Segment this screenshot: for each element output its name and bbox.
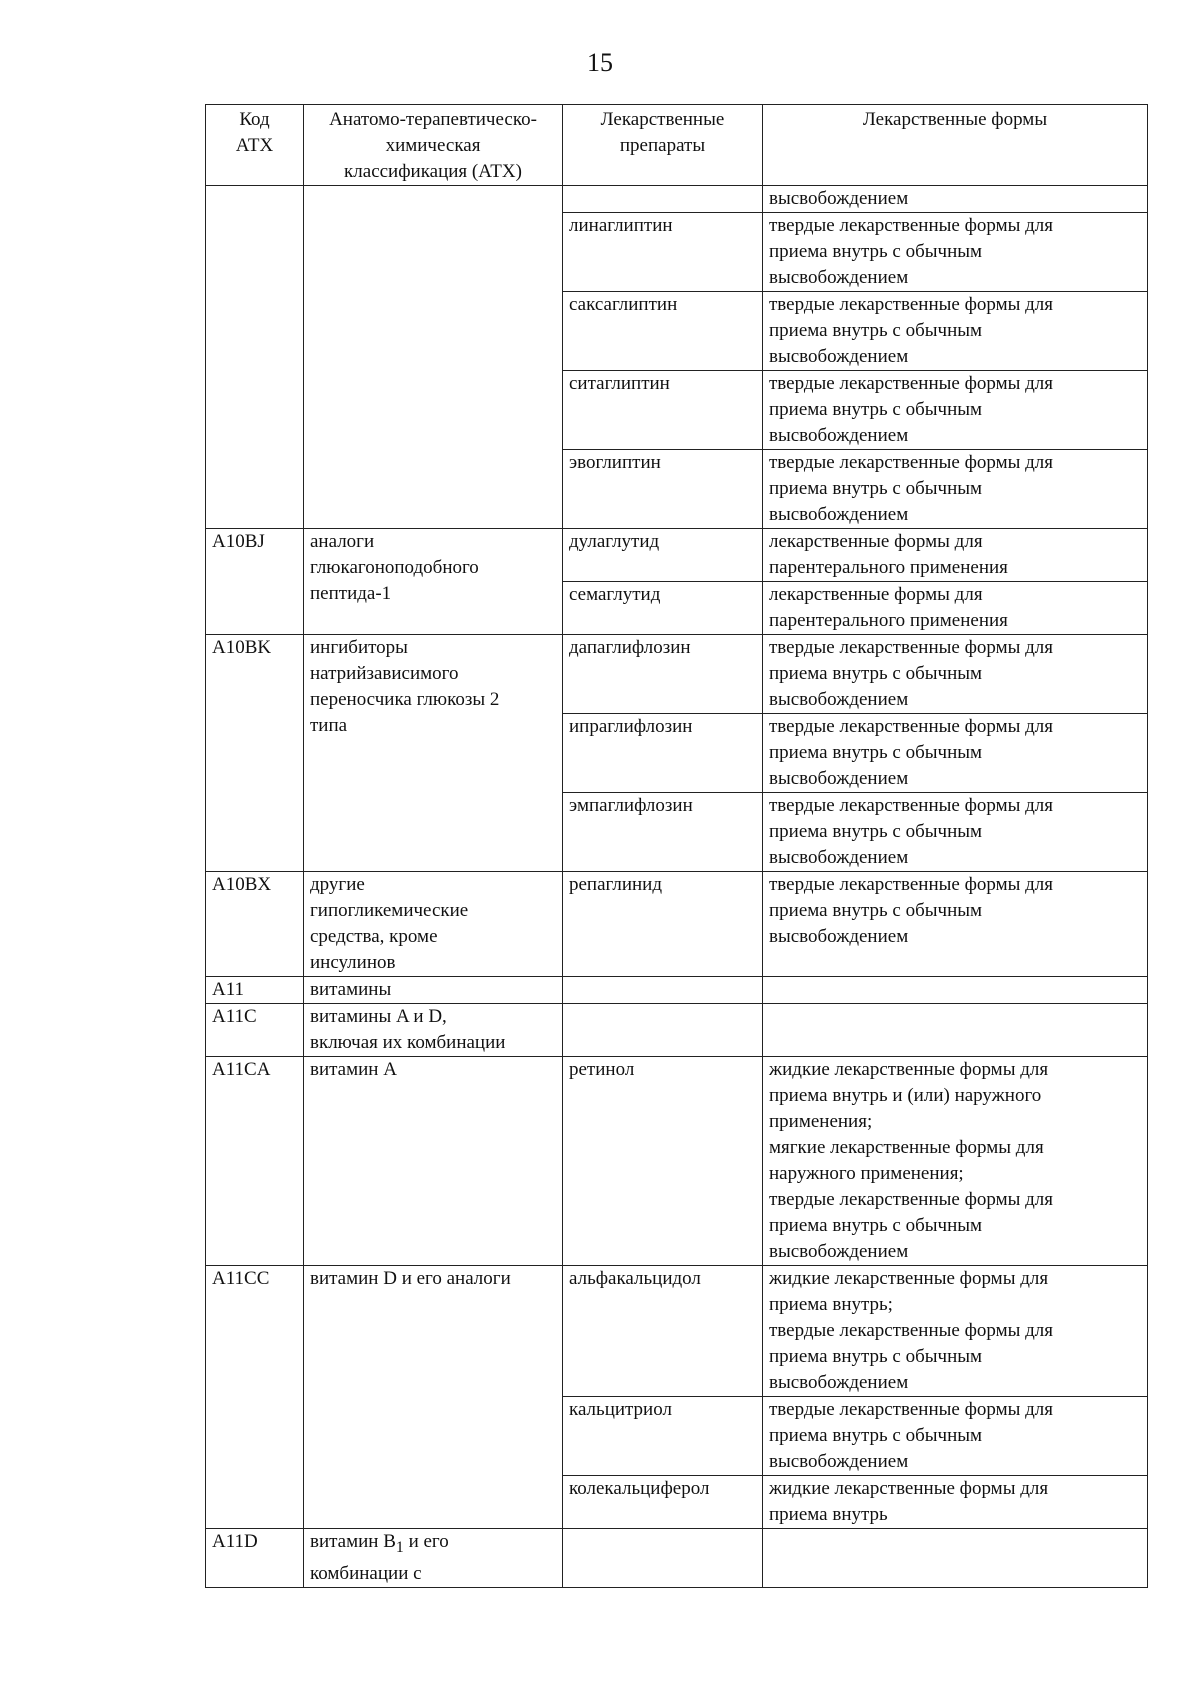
form-cell [763, 1004, 1148, 1057]
code-cell: A11D [206, 1529, 304, 1588]
drug-cell: саксаглиптин [563, 292, 763, 371]
drug-cell: ипраглифлозин [563, 714, 763, 793]
drug-cell: ретинол [563, 1057, 763, 1266]
drug-cell: дулаглутид [563, 529, 763, 582]
drug-cell: семаглутид [563, 582, 763, 635]
form-cell: лекарственные формы для парентерального применения [763, 529, 1148, 582]
drug-cell [563, 186, 763, 213]
page-number: 15 [587, 48, 613, 77]
classification-cell: витамины A и D, включая их комбинации [304, 1004, 563, 1057]
classification-cell: другие гипогликемические средства, кроме инсулинов [304, 872, 563, 977]
form-cell: твердые лекарственные формы для приема внутрь с обычным высвобождением [763, 292, 1148, 371]
classification-cell: витамины [304, 977, 563, 1004]
code-cell: A10BX [206, 872, 304, 977]
table-row [206, 1057, 1148, 1266]
table-row [206, 529, 1148, 582]
drug-cell: ситаглиптин [563, 371, 763, 450]
header-drugs: Лекарственные препараты [563, 105, 763, 186]
table-row [206, 1266, 1148, 1397]
table-row [206, 1529, 1148, 1588]
drug-cell [563, 977, 763, 1004]
form-cell: твердые лекарственные формы для приема внутрь с обычным высвобождением [763, 714, 1148, 793]
table-row [206, 635, 1148, 714]
code-cell [206, 186, 304, 529]
code-cell: A11CC [206, 1266, 304, 1529]
drug-cell [563, 1004, 763, 1057]
form-cell: твердые лекарственные формы для приема внутрь с обычным высвобождением [763, 213, 1148, 292]
form-cell: лекарственные формы для парентерального применения [763, 582, 1148, 635]
drug-cell: кальцитриол [563, 1397, 763, 1476]
code-cell: A11C [206, 1004, 304, 1057]
classification-cell [304, 1529, 563, 1588]
header-classification: Анатомо-терапевтическо- химическая классификация (АТХ) [304, 105, 563, 186]
code-cell: A10BJ [206, 529, 304, 635]
form-cell: жидкие лекарственные формы для приема внутрь; твердые лекарственные формы для приема внутрь с обычным высвобождением [763, 1266, 1148, 1397]
form-cell: твердые лекарственные формы для приема внутрь с обычным высвобождением [763, 1397, 1148, 1476]
form-cell: жидкие лекарственные формы для приема внутрь [763, 1476, 1148, 1529]
form-cell: твердые лекарственные формы для приема внутрь с обычным высвобождением [763, 371, 1148, 450]
drug-cell: репаглинид [563, 872, 763, 977]
classification-cell: витамин A [304, 1057, 563, 1266]
classification-cell: аналоги глюкагоноподобного пептида-1 [304, 529, 563, 635]
drug-cell: дапаглифлозин [563, 635, 763, 714]
form-cell: жидкие лекарственные формы для приема внутрь и (или) наружного применения; мягкие лекарственные формы для наружного применения; твердые лекарственные формы для приема внутрь с обычным высвобождением [763, 1057, 1148, 1266]
form-cell: твердые лекарственные формы для приема внутрь с обычным высвобождением [763, 450, 1148, 529]
form-cell: высвобождением [763, 186, 1148, 213]
header-forms: Лекарственные формы [763, 105, 1148, 186]
code-cell: A11 [206, 977, 304, 1004]
form-cell: твердые лекарственные формы для приема внутрь с обычным высвобождением [763, 635, 1148, 714]
classification-subscript: 1 [395, 1538, 404, 1556]
table-row [206, 977, 1148, 1004]
classification-cell: ингибиторы натрийзависимого переносчика глюкозы 2 типа [304, 635, 563, 872]
code-cell: A10BK [206, 635, 304, 872]
classification-cell [304, 186, 563, 529]
code-cell: A11CA [206, 1057, 304, 1266]
drug-cell: эвоглиптин [563, 450, 763, 529]
form-cell: твердые лекарственные формы для приема внутрь с обычным высвобождением [763, 872, 1148, 977]
classification-suffix: и его комбинации с [310, 1531, 449, 1584]
table-row [206, 872, 1148, 977]
header-code: Код АТХ [206, 105, 304, 186]
classification-cell: витамин D и его аналоги [304, 1266, 563, 1529]
table-header-row [206, 105, 1148, 186]
drug-cell: эмпаглифлозин [563, 793, 763, 872]
form-cell: твердые лекарственные формы для приема внутрь с обычным высвобождением [763, 793, 1148, 872]
atx-table [205, 104, 1148, 1588]
classification-prefix: витамин B [310, 1531, 396, 1552]
drug-cell [563, 1529, 763, 1588]
form-cell [763, 977, 1148, 1004]
form-cell [763, 1529, 1148, 1588]
drug-cell: колекальциферол [563, 1476, 763, 1529]
table-row [206, 1004, 1148, 1057]
drug-cell: линаглиптин [563, 213, 763, 292]
drug-cell: альфакальцидол [563, 1266, 763, 1397]
table-row [206, 186, 1148, 213]
